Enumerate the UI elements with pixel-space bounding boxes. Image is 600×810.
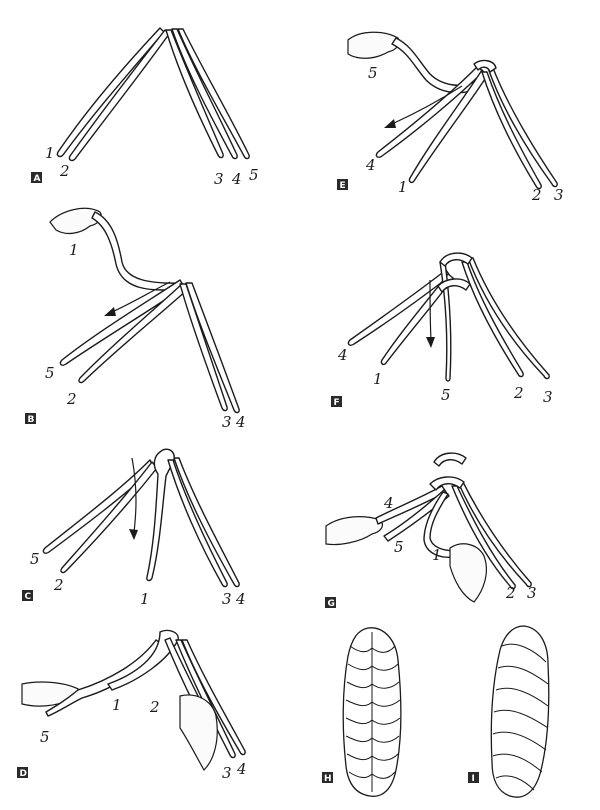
panel-h — [322, 628, 401, 796]
panel-b — [25, 208, 246, 431]
strand-f-3 — [468, 258, 549, 379]
hand-right-d — [180, 695, 217, 770]
strand-c-4 — [174, 458, 239, 587]
label-c-1: 1 — [140, 590, 150, 608]
hand-b — [50, 208, 101, 233]
label-b-2: 2 — [67, 390, 77, 408]
label-e-5: 5 — [368, 64, 378, 82]
arrowhead-c — [129, 529, 138, 540]
strand-f-loop-top — [440, 253, 472, 266]
label-e-4: 4 — [366, 156, 376, 174]
strand-a-1 — [57, 28, 164, 156]
strand-b-4 — [186, 283, 239, 413]
label-f-1: 1 — [373, 370, 383, 388]
label-g-4: 4 — [384, 494, 394, 512]
panel-i — [468, 626, 549, 797]
panel-a — [31, 28, 259, 188]
label-b-3: 3 — [222, 413, 232, 431]
label-e-3: 3 — [554, 186, 564, 204]
badge-i-letter: I — [471, 774, 475, 784]
label-d-5: 5 — [40, 728, 50, 746]
label-a-2: 2 — [60, 162, 70, 180]
label-f-4: 4 — [338, 346, 348, 364]
strand-b-1 — [92, 212, 184, 290]
hand-right-g — [450, 544, 486, 602]
label-a-1: 1 — [45, 144, 55, 162]
badge-a-letter: A — [33, 174, 41, 184]
label-g-3: 3 — [527, 584, 537, 602]
badge-d-letter: D — [19, 769, 27, 779]
strand-b-2 — [79, 284, 187, 382]
panel-e — [337, 32, 564, 204]
badge-e-letter: E — [339, 181, 346, 191]
arrowhead-b — [104, 307, 116, 316]
strand-b-3 — [180, 284, 227, 411]
strand-f-2 — [462, 262, 523, 377]
label-a-5: 5 — [249, 166, 259, 184]
label-e-2: 2 — [532, 186, 542, 204]
label-f-2: 2 — [514, 384, 524, 402]
panel-c — [22, 449, 246, 608]
label-c-3: 3 — [222, 590, 232, 608]
badge-f-letter: F — [333, 398, 340, 408]
braid-i-outline — [491, 626, 548, 797]
label-a-4: 4 — [232, 170, 242, 188]
label-d-4: 4 — [237, 760, 247, 778]
badge-g-letter: G — [327, 599, 335, 609]
strand-g-loop-1 — [434, 453, 466, 466]
strand-a-2 — [69, 30, 169, 160]
label-f-5: 5 — [441, 386, 451, 404]
label-e-1: 1 — [398, 178, 408, 196]
strand-g-loop-2 — [430, 477, 464, 490]
strand-e-2 — [482, 72, 541, 189]
hand-e — [348, 32, 399, 58]
badge-c-letter: C — [24, 592, 32, 602]
label-c-2: 2 — [54, 576, 64, 594]
strand-c-2 — [61, 462, 157, 572]
strand-a-4 — [172, 29, 237, 159]
label-g-2: 2 — [506, 584, 516, 602]
label-g-1: 1 — [432, 546, 442, 564]
label-d-1: 1 — [112, 696, 122, 714]
label-g-5: 5 — [394, 538, 404, 556]
strand-b-5 — [60, 280, 184, 365]
badge-h-letter: H — [324, 774, 332, 784]
label-d-2: 2 — [150, 698, 160, 716]
label-f-3: 3 — [543, 388, 553, 406]
panel-d — [17, 630, 247, 782]
panel-g — [325, 453, 537, 609]
strand-e-3 — [488, 68, 557, 187]
label-b-5: 5 — [45, 364, 55, 382]
strand-f-4 — [348, 270, 450, 345]
arrowhead-e — [384, 119, 396, 128]
label-c-4: 4 — [236, 590, 246, 608]
label-b-1: 1 — [69, 241, 79, 259]
label-a-3: 3 — [214, 170, 224, 188]
panel-f — [331, 253, 553, 408]
strand-d-5 — [46, 640, 162, 716]
label-b-4: 4 — [236, 413, 246, 431]
strand-c-5 — [43, 460, 154, 553]
arrowhead-f — [426, 337, 435, 348]
label-d-3: 3 — [222, 764, 232, 782]
label-c-5: 5 — [30, 550, 40, 568]
strand-c-3 — [168, 460, 227, 587]
badge-b-letter: B — [27, 415, 35, 425]
hand-left-g — [326, 517, 382, 545]
